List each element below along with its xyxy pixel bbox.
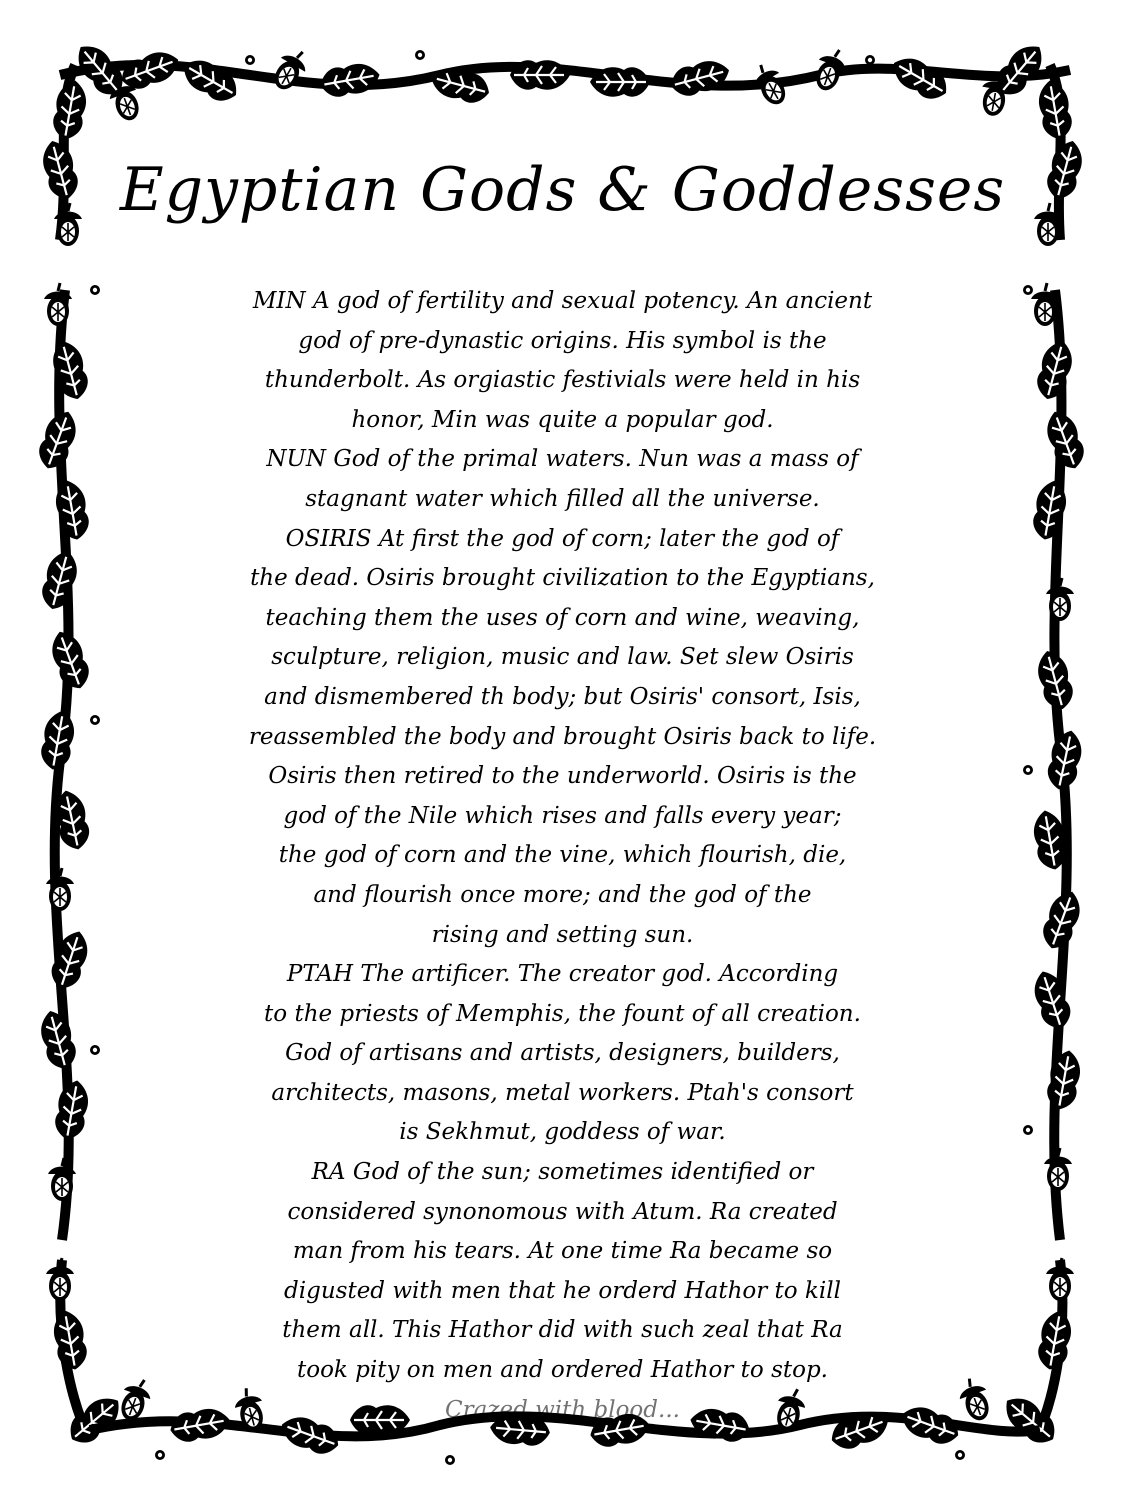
text-line: and dismembered th body; but Osiris' consort, Isis, (264, 683, 861, 710)
text-line: architects, masons, metal workers. Ptah's consort (271, 1079, 854, 1106)
text-line-cutoff: Crazed with blood... (445, 1396, 680, 1423)
right-border-vines (1023, 283, 1089, 1240)
text-line: sculpture, religion, music and law. Set slew Osiris (271, 644, 854, 671)
text-line: the dead. Osiris brought civilization to the Egyptians, (250, 565, 875, 592)
text-line: god of the Nile which rises and falls every year; (283, 802, 842, 829)
text-line: is Sekhmut, goddess of war. (399, 1119, 726, 1146)
top-border-vines (60, 44, 1070, 125)
text-line: took pity on men and ordered Hathor to stop. (296, 1357, 828, 1384)
text-line: God of artisans and artists, designers, builders, (285, 1040, 840, 1067)
gods-text-block (140, 282, 985, 1430)
text-line: and flourish once more; and the god of the (313, 881, 812, 908)
text-line: Osiris then retired to the underworld. Osiris is the (268, 763, 857, 790)
text-line: MIN A god of fertility and sexual potency. An ancient (252, 288, 873, 314)
text-line: stagnant water which filled all the universe. (305, 485, 820, 512)
text-line: thunderbolt. As orgiastic festivials were held in his (264, 367, 861, 394)
text-line: god of pre-dynastic origins. His symbol is the (298, 327, 827, 354)
text-line: rising and setting sun. (431, 921, 694, 948)
page-title: Egyptian Gods & Goddesses (119, 155, 1006, 225)
text-line: teaching them the uses of corn and wine, weaving, (265, 604, 860, 631)
text-line: considered synonomous with Atum. Ra created (287, 1198, 838, 1225)
text-line: reassembled the body and brought Osiris back to life. (248, 723, 877, 750)
text-line: honor, Min was quite a popular god. (351, 406, 774, 433)
text-line: RA God of the sun; sometimes identified or (311, 1159, 814, 1186)
text-line: PTAH The artificer. The creator god. According (286, 961, 839, 988)
text-line: NUN God of the primal waters. Nun was a mass of (266, 446, 859, 473)
text-line: digusted with men that he orderd Hathor to kill (284, 1277, 841, 1304)
left-border-vines (34, 283, 100, 1240)
text-line: man from his tears. At one time Ra became so (292, 1238, 833, 1265)
text-line: to the priests of Memphis, the fount of all creation. (264, 1000, 861, 1027)
text-line: them all. This Hathor did with such zeal that Ra (282, 1317, 843, 1344)
text-line: the god of corn and the vine, which flourish, die, (278, 842, 847, 869)
text-line: OSIRIS At first the god of corn; later the god of (285, 525, 840, 552)
